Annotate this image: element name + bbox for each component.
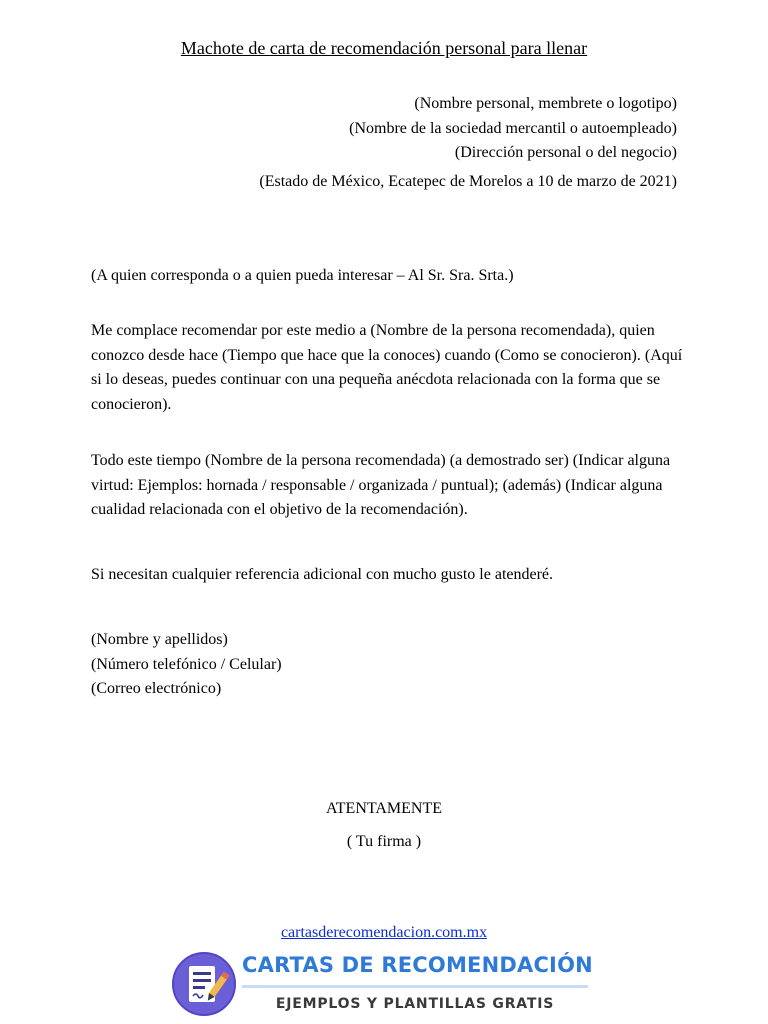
document-title: Machote de carta de recomendación personal para llenar (180, 38, 588, 58)
letterhead-block (349, 92, 677, 166)
body-paragraph-2: Todo este tiempo (Nombre de la persona recomendada) (a demostrado ser) (Indicar alguna virtud: Ejemplos: hornada / responsable / organizada / puntual); (además) (Indicar alguna cualidad relacionada con el objetivo de la recomendación). (91, 452, 671, 518)
brand-divider (242, 985, 588, 988)
letterhead-company-line: (Nombre de la sociedad mercantil o autoempleado) (349, 119, 677, 137)
document-pen-icon (172, 952, 236, 1016)
website-link[interactable]: cartasderecomendacion.com.mx (280, 924, 488, 941)
closing-text: ATENTAMENTE (325, 800, 443, 817)
letterhead-address-line: (Dirección personal o del negocio) (454, 144, 677, 161)
contact-phone-line: (Número telefónico / Celular) (91, 655, 282, 673)
body-paragraph-1: Me complace recomendar por este medio a (Nombre de la persona recomendada), quien conozco desde hace (Tiempo que hace que la conoces) cuando (Como se conocieron). (Aquí si lo deseas, puedes continuar con una pequeña anécdota relacionada con la forma que se conocieron). (91, 322, 683, 413)
contact-block (91, 628, 691, 702)
contact-name-line: (Nombre y apellidos) (91, 631, 228, 648)
date-line: (Estado de México, Ecatepec de Morelos a 10 de marzo de 2021) (259, 173, 677, 190)
salutation: (A quien corresponda o a quien pueda interesar – Al Sr. Sra. Srta.) (91, 267, 514, 284)
brand-title: CARTAS DE RECOMENDACIÓN (242, 953, 593, 977)
contact-email-line: (Correo electrónico) (91, 680, 222, 697)
website-link-row (0, 924, 768, 942)
brand-subtitle: EJEMPLOS Y PLANTILLAS GRATIS (275, 996, 555, 1012)
body-paragraph-3: Si necesitan cualquier referencia adicional con mucho gusto le atenderé. (91, 566, 554, 583)
letterhead-name-line: (Nombre personal, membrete o logotipo) (414, 95, 677, 112)
signature-placeholder: ( Tu firma ) (346, 833, 422, 850)
